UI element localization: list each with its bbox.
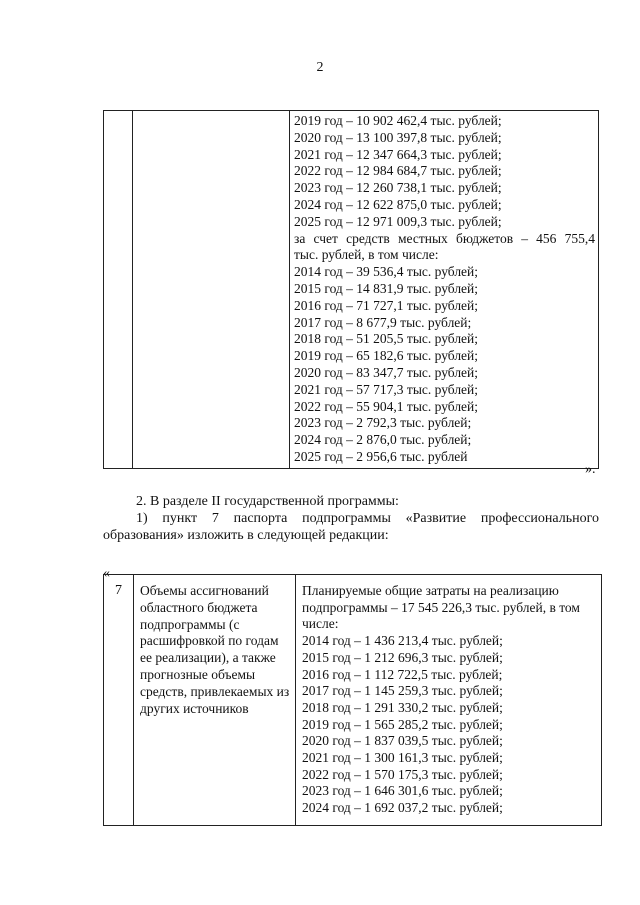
funding-line: 2020 год – 83 347,7 тыс. рублей; — [294, 364, 479, 380]
funding-line: 2018 год – 51 205,5 тыс. рублей; — [294, 331, 479, 347]
funding-line: 2020 год – 1 837 039,5 тыс. рублей; — [302, 733, 503, 749]
total-costs-intro: Планируемые общие затраты на реализацию подпрограммы – 17 545 226,3 тыс. рублей, в том числе: — [302, 583, 580, 632]
funding-line: 2017 год – 8 677,9 тыс. рублей; — [294, 314, 472, 330]
funding-line: 2024 год – 2 876,0 тыс. рублей; — [294, 432, 472, 448]
funding-line: 2014 год – 39 536,4 тыс. рублей; — [294, 264, 479, 280]
row-number: 7 — [115, 583, 122, 598]
table2-number-cell — [104, 575, 134, 826]
funding-line: 2017 год – 1 145 259,3 тыс. рублей; — [302, 683, 503, 699]
funding-line: 2016 год – 71 727,1 тыс. рублей; — [294, 297, 479, 313]
table2-description-cell — [134, 575, 296, 826]
funding-table-continued — [103, 110, 599, 469]
funding-line: 2021 год – 12 347 664,3 тыс. рублей; — [294, 146, 502, 162]
table2-values-cell — [296, 575, 602, 826]
funding-line: 2022 год – 12 984 684,7 тыс. рублей; — [294, 163, 502, 179]
funding-line: 2021 год – 57 717,3 тыс. рублей; — [294, 381, 479, 397]
funding-line: 2023 год – 12 260 738,1 тыс. рублей; — [294, 180, 502, 196]
table1-number-cell — [104, 111, 133, 469]
funding-line: 2015 год – 14 831,9 тыс. рублей; — [294, 280, 479, 296]
closing-quote: ». — [585, 462, 596, 477]
funding-line: 2022 год – 1 570 175,3 тыс. рублей; — [302, 766, 503, 782]
funding-line: 2019 год – 1 565 285,2 тыс. рублей; — [302, 716, 503, 732]
page-number: 2 — [316, 60, 324, 75]
allocation-description: Объемы ассигнований областного бюджета подпрограммы (с расшифровкой по годам ее реализации), а также прогнозные объемы средств, привлекаемых из других источников — [140, 583, 290, 716]
section-paragraph: 2. В разделе II государственной программы: — [136, 494, 399, 509]
table2-values-list — [296, 575, 601, 817]
table1-values-list — [290, 111, 598, 468]
opening-quote: « — [103, 566, 110, 581]
funding-line: 2024 год – 12 622 875,0 тыс. рублей; — [294, 196, 502, 212]
funding-line: за счет средств местных бюджетов – 456 755,4 — [294, 230, 595, 246]
funding-line: 2025 год – 12 971 009,3 тыс. рублей; — [294, 213, 502, 229]
funding-line: 2024 год – 1 692 037,2 тыс. рублей; — [302, 800, 503, 816]
funding-line: 2022 год – 55 904,1 тыс. рублей; — [294, 398, 479, 414]
funding-line: 2020 год – 13 100 397,8 тыс. рублей; — [294, 129, 502, 145]
subprogram-passport-table — [103, 574, 602, 826]
funding-line: 2016 год – 1 112 722,5 тыс. рублей; — [302, 666, 503, 682]
table1-description-cell — [133, 111, 290, 469]
funding-line: 2015 год – 1 212 696,3 тыс. рублей; — [302, 649, 503, 665]
funding-line: 2019 год – 10 902 462,4 тыс. рублей; — [294, 113, 502, 128]
funding-line: 2023 год – 2 792,3 тыс. рублей; — [294, 415, 472, 431]
table1-values-cell — [290, 111, 599, 469]
funding-line: 2014 год – 1 436 213,4 тыс. рублей; — [302, 633, 503, 649]
funding-line: 2018 год – 1 291 330,2 тыс. рублей; — [302, 699, 503, 715]
amendment-paragraph: 1) пункт 7 паспорта подпрограммы «Развитие профессионального образования» изложить в следующей редакции: — [103, 511, 599, 543]
funding-line: тыс. рублей, в том числе: — [294, 247, 439, 263]
funding-line: 2023 год – 1 646 301,6 тыс. рублей; — [302, 783, 503, 799]
funding-line: 2019 год – 65 182,6 тыс. рублей; — [294, 348, 479, 364]
funding-line: 2021 год – 1 300 161,3 тыс. рублей; — [302, 750, 503, 766]
funding-line: 2025 год – 2 956,6 тыс. рублей — [294, 448, 468, 464]
